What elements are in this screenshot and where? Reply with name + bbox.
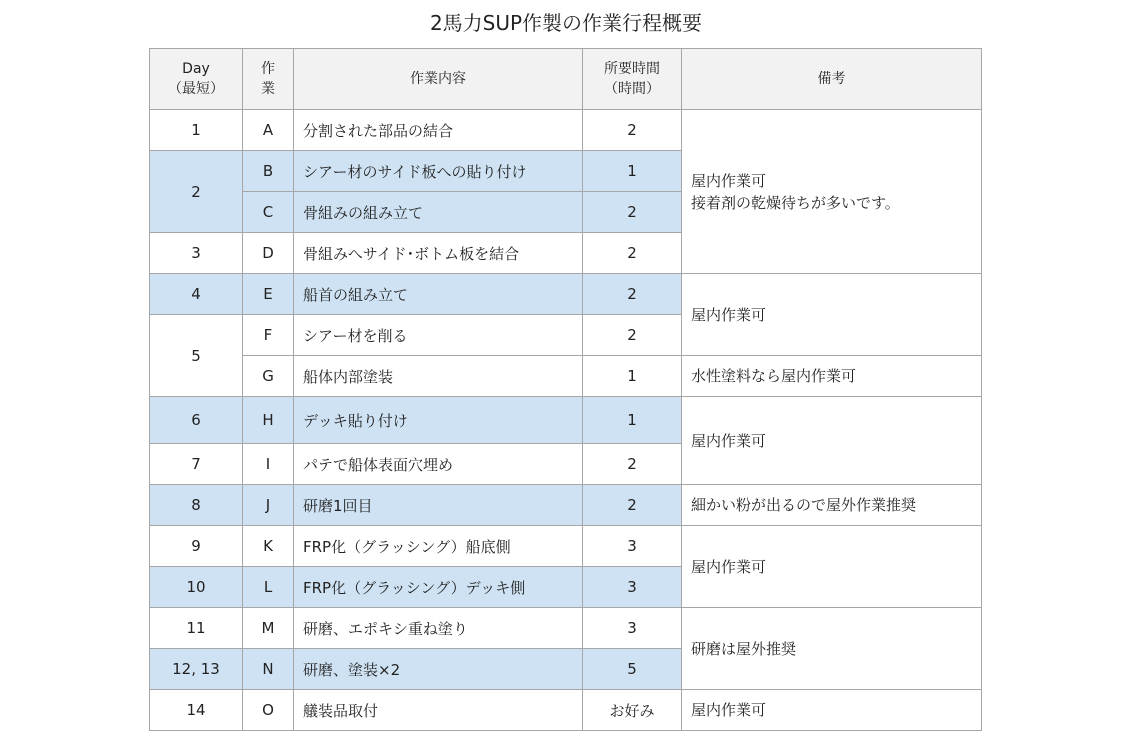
hours-cell: 3 [583, 526, 682, 567]
day-cell: 8 [150, 485, 243, 526]
day-cell: 4 [150, 274, 243, 315]
task-cell: L [243, 567, 294, 608]
remarks-cell: 水性塗料なら屋内作業可 [682, 356, 982, 397]
table-row [150, 274, 982, 315]
content-cell: FRP化（グラッシング）デッキ側 [294, 567, 583, 608]
day-cell: 11 [150, 608, 243, 649]
remarks-cell [682, 110, 982, 274]
task-cell: E [243, 274, 294, 315]
table-row [150, 526, 982, 567]
task-cell: A [243, 110, 294, 151]
task-cell: F [243, 315, 294, 356]
content-cell: 研磨、エポキシ重ね塗り [294, 608, 583, 649]
hours-cell: 2 [583, 315, 682, 356]
task-cell: I [243, 444, 294, 485]
header-day [150, 49, 243, 110]
header-task-label-2: 業 [261, 81, 275, 97]
hours-cell: お好み [583, 690, 682, 731]
content-cell: 分割された部品の結合 [294, 110, 583, 151]
hours-cell: 2 [583, 444, 682, 485]
remarks-cell: 細かい粉が出るので屋外作業推奨 [682, 485, 982, 526]
task-cell: B [243, 151, 294, 192]
header-content: 作業内容 [294, 49, 583, 110]
table-row [150, 356, 982, 397]
day-cell: 14 [150, 690, 243, 731]
page-title: 2馬力SUP作製の作業行程概要 [429, 11, 703, 35]
hours-cell: 2 [583, 192, 682, 233]
day-cell: 12, 13 [150, 649, 243, 690]
content-cell: FRP化（グラッシング）船底側 [294, 526, 583, 567]
content-cell: シアー材のサイド板への貼り付け [294, 151, 583, 192]
hours-cell: 2 [583, 233, 682, 274]
hours-cell: 1 [583, 356, 682, 397]
task-cell: C [243, 192, 294, 233]
day-cell: 2 [150, 151, 243, 233]
task-cell: K [243, 526, 294, 567]
remarks-cell: 屋内作業可 [682, 274, 982, 356]
content-cell: 船首の組み立て [294, 274, 583, 315]
task-cell: J [243, 485, 294, 526]
work-schedule-table [149, 48, 982, 731]
day-cell: 9 [150, 526, 243, 567]
header-row [150, 49, 982, 110]
header-task-label-1: 作 [261, 61, 275, 77]
content-cell: シアー材を削る [294, 315, 583, 356]
task-cell: N [243, 649, 294, 690]
header-hours [583, 49, 682, 110]
task-cell: D [243, 233, 294, 274]
day-cell: 7 [150, 444, 243, 485]
task-cell: M [243, 608, 294, 649]
hours-cell: 2 [583, 110, 682, 151]
hours-cell: 3 [583, 608, 682, 649]
header-hours-label: 所要時間 [604, 61, 660, 77]
hours-cell: 1 [583, 151, 682, 192]
table-row [150, 690, 982, 731]
remarks-cell: 屋内作業可 [682, 690, 982, 731]
hours-cell: 1 [583, 397, 682, 444]
content-cell: 艤装品取付 [294, 690, 583, 731]
header-remarks: 備考 [682, 49, 982, 110]
header-hours-sublabel: （時間） [604, 81, 660, 97]
remarks-cell: 屋内作業可 [682, 397, 982, 485]
content-cell: パテで船体表面穴埋め [294, 444, 583, 485]
day-cell: 1 [150, 110, 243, 151]
header-day-sublabel: （最短） [168, 81, 224, 97]
content-cell: 研磨、塗装×2 [294, 649, 583, 690]
remarks-line: 屋内作業可 [691, 171, 767, 190]
header-task [243, 49, 294, 110]
remarks-line: 接着剤の乾燥待ちが多いです。 [691, 193, 900, 212]
remarks-cell: 研磨は屋外推奨 [682, 608, 982, 690]
hours-cell: 2 [583, 485, 682, 526]
task-cell: O [243, 690, 294, 731]
table-row [150, 608, 982, 649]
day-cell: 10 [150, 567, 243, 608]
content-cell: 研磨1回目 [294, 485, 583, 526]
table-row [150, 485, 982, 526]
table-row [150, 110, 982, 151]
day-cell: 6 [150, 397, 243, 444]
day-cell: 5 [150, 315, 243, 397]
content-cell: 船体内部塗装 [294, 356, 583, 397]
content-cell: 骨組みの組み立て [294, 192, 583, 233]
hours-cell: 3 [583, 567, 682, 608]
content-cell: デッキ貼り付け [294, 397, 583, 444]
day-cell: 3 [150, 233, 243, 274]
remarks-cell: 屋内作業可 [682, 526, 982, 608]
hours-cell: 5 [583, 649, 682, 690]
hours-cell: 2 [583, 274, 682, 315]
task-cell: G [243, 356, 294, 397]
header-day-label: Day [182, 61, 210, 77]
content-cell: 骨組みへサイド･ボトム板を結合 [294, 233, 583, 274]
table-row [150, 397, 982, 444]
task-cell: H [243, 397, 294, 444]
